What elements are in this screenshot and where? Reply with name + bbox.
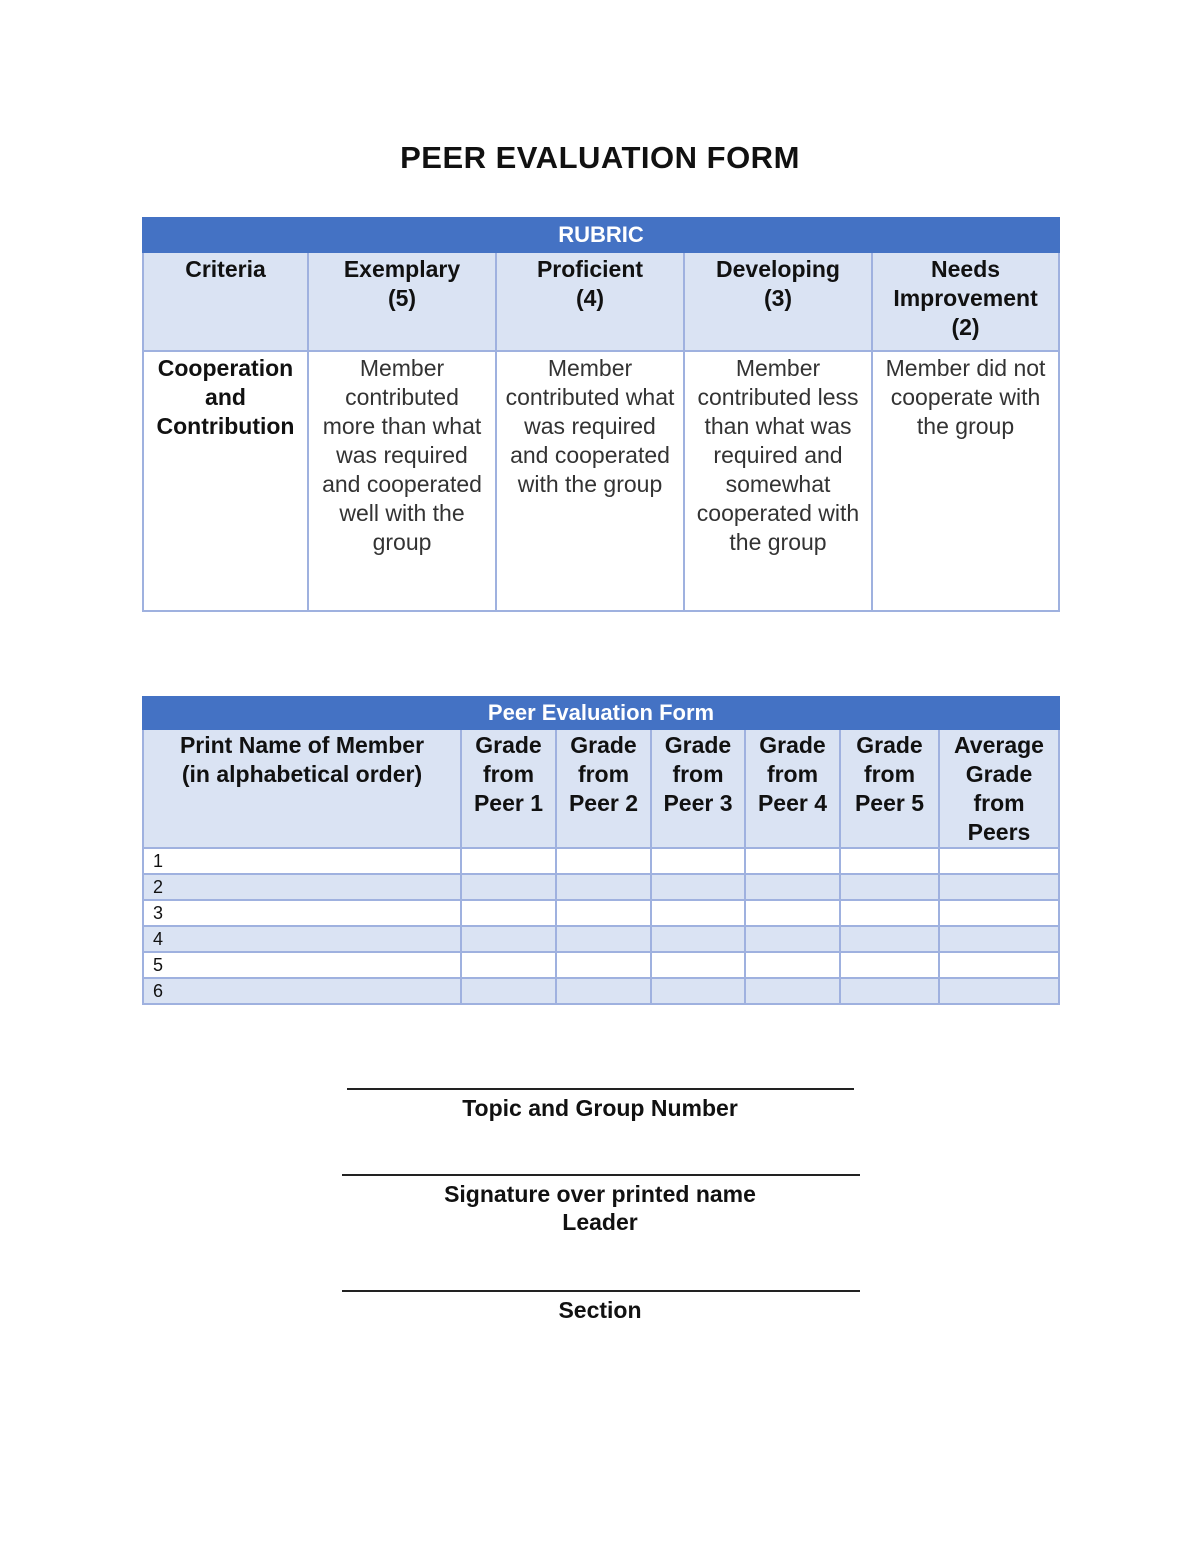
grade-cell[interactable] [461,978,556,1004]
grade-cell[interactable] [556,874,651,900]
grade-cell[interactable] [556,900,651,926]
average-cell[interactable] [939,874,1059,900]
peer-form-band: Peer Evaluation Form [143,697,1059,729]
grade-cell[interactable] [840,874,939,900]
leader-signature-line[interactable] [342,1174,860,1176]
grade-cell[interactable] [651,978,745,1004]
peer-header-peer-2: Grade from Peer 2 [556,729,651,848]
peer-header-average: Average Grade from Peers [939,729,1059,848]
grade-cell[interactable] [840,848,939,874]
grade-cell[interactable] [461,926,556,952]
rubric-desc-developing: Member contributed less than what was required and somewhat cooperated with the group [684,351,872,611]
member-name-cell[interactable]: 6 [143,978,461,1004]
rubric-header-proficient: Proficient (4) [496,252,684,351]
rubric-header-developing: Developing (3) [684,252,872,351]
peer-header-peer-1: Grade from Peer 1 [461,729,556,848]
peer-header-peer-4: Grade from Peer 4 [745,729,840,848]
table-row [143,874,1059,900]
peer-header-name: Print Name of Member (in alphabetical order) [143,729,461,848]
table-row [143,926,1059,952]
average-cell[interactable] [939,926,1059,952]
grade-cell[interactable] [461,952,556,978]
grade-cell[interactable] [461,848,556,874]
rubric-desc-exemplary: Member contributed more than what was required and cooperated well with the group [308,351,496,611]
rubric-criteria: Cooperation and Contribution [143,351,308,611]
signature-label: Signature over printed name [444,1181,756,1207]
member-name-cell[interactable]: 4 [143,926,461,952]
grade-cell[interactable] [745,978,840,1004]
rubric-table [142,217,1060,612]
member-name-cell[interactable]: 3 [143,900,461,926]
section-signature-line[interactable] [342,1290,860,1292]
rubric-band: RUBRIC [143,218,1059,252]
rubric-header-needs-improvement: Needs Improvement (2) [872,252,1059,351]
section-label: Section [558,1297,642,1323]
table-row [143,900,1059,926]
topic-group-label: Topic and Group Number [462,1095,738,1121]
grade-cell[interactable] [840,952,939,978]
member-name-cell[interactable]: 2 [143,874,461,900]
average-cell[interactable] [939,952,1059,978]
grade-cell[interactable] [745,900,840,926]
table-row [143,952,1059,978]
grade-cell[interactable] [745,926,840,952]
grade-cell[interactable] [745,874,840,900]
member-name-cell[interactable]: 5 [143,952,461,978]
page-title: PEER EVALUATION FORM [400,140,800,175]
peer-header-peer-5: Grade from Peer 5 [840,729,939,848]
rubric-header-criteria: Criteria [143,252,308,351]
rubric-desc-proficient: Member contributed what was required and cooperated with the group [496,351,684,611]
table-row [143,848,1059,874]
table-row [143,978,1059,1004]
grade-cell[interactable] [840,978,939,1004]
rubric-desc-needs-improvement: Member did not cooperate with the group [872,351,1059,611]
grade-cell[interactable] [556,978,651,1004]
grade-cell[interactable] [556,952,651,978]
average-cell[interactable] [939,900,1059,926]
average-cell[interactable] [939,978,1059,1004]
grade-cell[interactable] [840,900,939,926]
grade-cell[interactable] [651,874,745,900]
peer-header-peer-3: Grade from Peer 3 [651,729,745,848]
grade-cell[interactable] [556,848,651,874]
average-cell[interactable] [939,848,1059,874]
grade-cell[interactable] [651,848,745,874]
topic-signature-line[interactable] [347,1088,854,1090]
leader-label: Leader [562,1209,638,1235]
peer-evaluation-table [142,696,1060,1005]
rubric-header-exemplary: Exemplary (5) [308,252,496,351]
grade-cell[interactable] [651,952,745,978]
grade-cell[interactable] [651,926,745,952]
member-name-cell[interactable]: 1 [143,848,461,874]
grade-cell[interactable] [745,952,840,978]
grade-cell[interactable] [651,900,745,926]
grade-cell[interactable] [461,874,556,900]
grade-cell[interactable] [745,848,840,874]
grade-cell[interactable] [840,926,939,952]
grade-cell[interactable] [461,900,556,926]
grade-cell[interactable] [556,926,651,952]
